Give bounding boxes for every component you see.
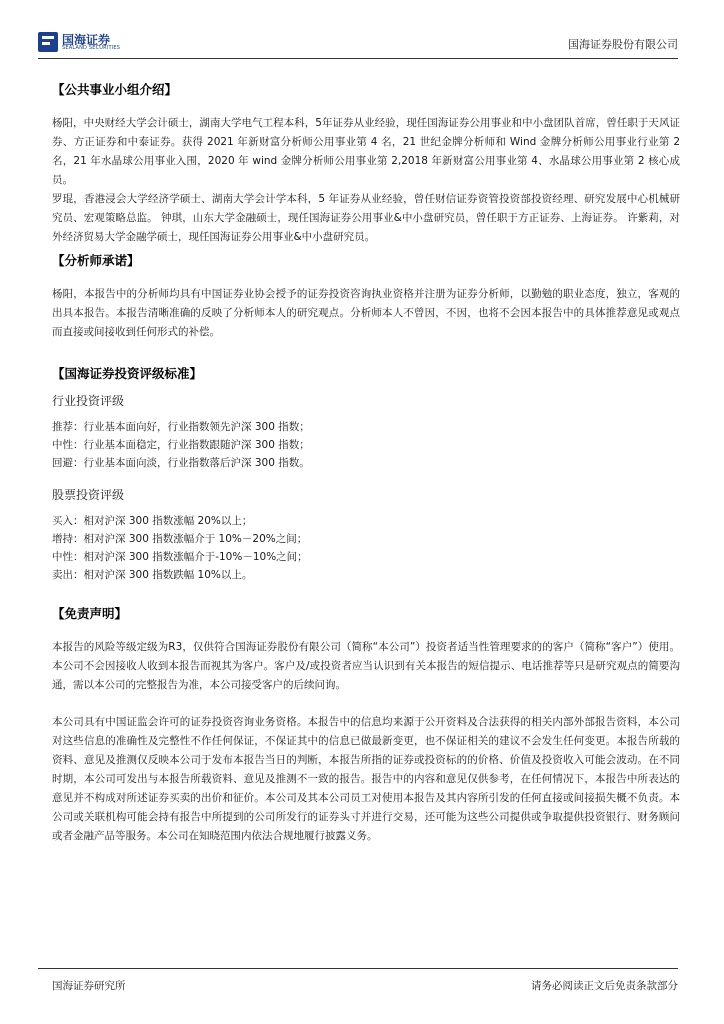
team-section <box>52 80 680 247</box>
rating-section <box>52 364 680 584</box>
team-paragraph-1: 杨阳，中央财经大学会计硕士，湖南大学电气工程本科，5年证券从业经验，现任国海证券公用事业和中小盘团队首席，曾任职于天风证券、方正证券和中泰证券。获得 2021 年新财富分析师公用事业第 4 名，21 世纪金牌分析师和 Wind 金牌分析师公用事业行业第 2 名，21 年水晶球公用事业入围，2020 年 wind 金牌分析师公用事业第 2,2018 年新财富公用事业第 4、水晶球公用事业第 2 核心成员。 <box>52 117 680 186</box>
stock-rating-sell: 卖出：相对沪深 300 指数跌幅 10%以上。 <box>52 569 253 581</box>
footer-disclaimer-note: 请务必阅读正文后免责条款部分 <box>531 980 678 992</box>
team-section-title: 【公共事业小组介绍】 <box>52 82 178 97</box>
pledge-section <box>52 251 680 342</box>
logo-mark-icon <box>38 32 58 52</box>
team-paragraph-2: 罗琨，香港浸会大学经济学硕士、湖南大学会计学本科，5 年证券从业经验，曾任财信证券资管投资部投资经理、研究发展中心机械研究员、宏观策略总监。 钟琪，山东大学金融硕士，现任国海证券公用事业&中小盘研究员，曾任职于方正证券、上海证券。 许紫莉，对外经济贸易大学金融学硕士，现任国海证券公用事业&中小盘研究员。 <box>52 193 680 243</box>
industry-rating-neutral: 中性：行业基本面稳定，行业指数跟随沪深 300 指数； <box>52 439 310 451</box>
disclaimer-section-title: 【免责声明】 <box>52 606 128 621</box>
industry-rating-avoid: 回避：行业基本面向淡，行业指数落后沪深 300 指数。 <box>52 457 310 469</box>
footer-divider <box>38 968 678 969</box>
header-divider <box>38 58 678 59</box>
industry-rating-title: 行业投资评级 <box>52 394 125 408</box>
footer-institute: 国海证券研究所 <box>52 980 126 992</box>
page-header <box>38 28 678 58</box>
logo-name-en: SEALAND SECURITIES <box>62 44 121 51</box>
stock-rating-title: 股票投资评级 <box>52 488 125 502</box>
industry-rating-recommend: 推荐：行业基本面向好，行业指数领先沪深 300 指数； <box>52 421 310 433</box>
disclaimer-section <box>52 604 680 846</box>
page-content <box>52 80 680 846</box>
stock-rating-neutral: 中性：相对沪深 300 指数涨幅介于-10%－10%之间； <box>52 551 308 563</box>
logo-text <box>62 34 120 51</box>
stock-rating-buy: 买入：相对沪深 300 指数涨幅 20%以上； <box>52 515 253 527</box>
stock-rating-overweight: 增持：相对沪深 300 指数涨幅介于 10%－20%之间； <box>52 533 308 545</box>
disclaimer-paragraph-1: 本报告的风险等级定级为R3，仅供符合国海证券股份有限公司（简称“本公司”）投资者适当性管理要求的的客户（简称“客户”）使用。本公司不会因接收人收到本报告而视其为客户。客户及/或投资者应当认识到有关本报告的短信提示、电话推荐等只是研究观点的简要沟通，需以本公司的完整报告为准，本公司接受客户的后续问询。 <box>52 641 680 691</box>
disclaimer-paragraph-2: 本公司具有中国证监会许可的证券投资咨询业务资格。本报告中的信息均来源于公开资料及合法获得的相关内部外部报告资料，本公司对这些信息的准确性及完整性不作任何保证，不保证其中的信息已做最新变更，也不保证相关的建议不会发生任何变更。本报告所载的资料、意见及推测仅反映本公司于发布本报告当日的判断，本报告所指的证券或投资标的的价格、价值及投资收入可能会波动。在不同时期，本公司可发出与本报告所载资料、意见及推测不一致的报告。报告中的内容和意见仅供参考，在任何情况下，本报告中所表达的意见并不构成对所述证券买卖的出价和征价。本公司及其本公司员工对使用本报告及其内容所引发的任何直接或间接损失概不负责。本公司或关联机构可能会持有报告中所提到的公司所发行的证券头寸并进行交易，还可能为这些公司提供或争取提供投资银行、财务顾问或者金融产品等服务。本公司在知晓范围内依法合规地履行披露义务。 <box>52 716 680 842</box>
pledge-section-title: 【分析师承诺】 <box>52 253 140 268</box>
team-intro <box>52 114 680 247</box>
pledge-text: 杨阳，本报告中的分析师均具有中国证券业协会授予的证券投资咨询执业资格并注册为证券分析师，以勤勉的职业态度，独立，客观的出具本报告。本报告清晰准确的反映了分析师本人的研究观点。分析师本人不曾因，不因，也将不会因本报告中的具体推荐意见或观点而直接或间接收到任何形式的补偿。 <box>52 288 680 338</box>
company-logo <box>38 30 120 54</box>
company-name: 国海证券股份有限公司 <box>568 38 678 51</box>
logo-name-cn: 国海证券 <box>62 32 111 47</box>
rating-section-title: 【国海证券投资评级标准】 <box>52 366 203 381</box>
